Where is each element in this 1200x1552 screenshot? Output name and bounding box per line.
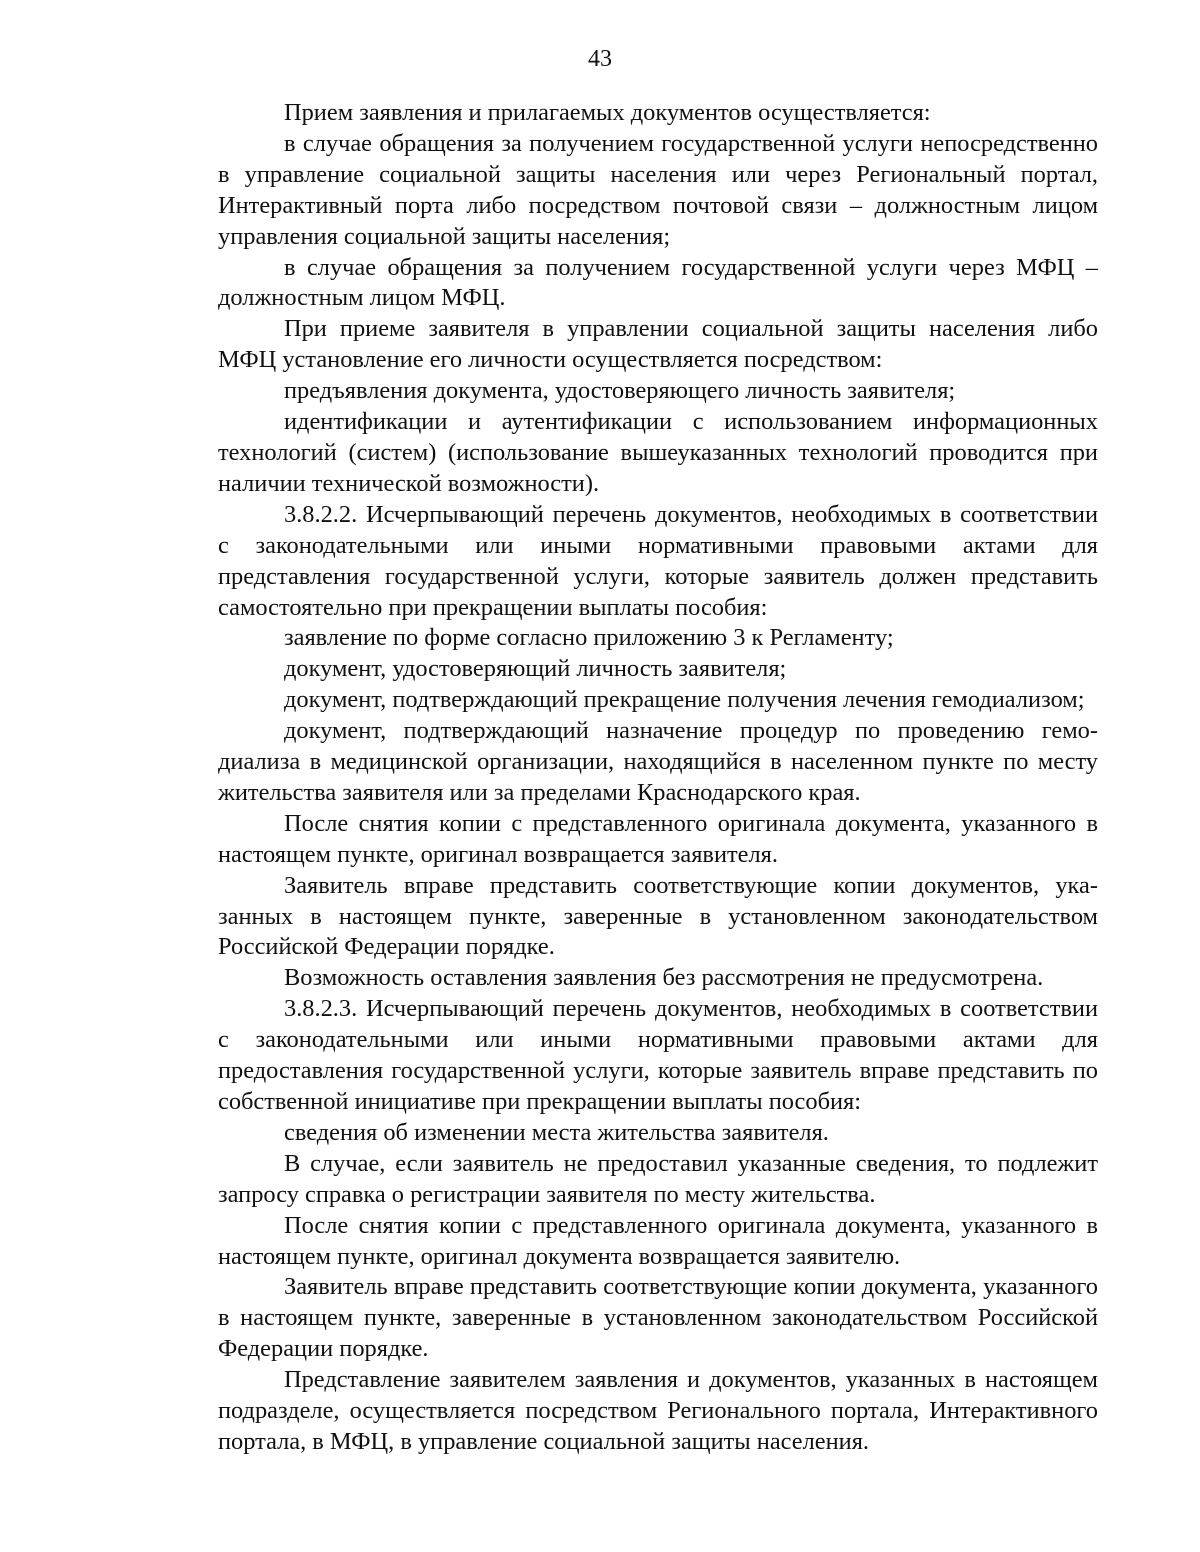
paragraph: сведения об изменении места жительства заявителя. <box>284 1118 829 1146</box>
paragraph: предъявления документа, удостоверяющего личность заявителя; <box>284 377 956 405</box>
paragraph: Прием заявления и прилагаемых документов осуществляется: <box>284 99 931 126</box>
paragraph: При приеме заявителя в управлении социальной защиты населения либо МФЦ установление его личности осуществляется посредством: <box>218 315 1098 374</box>
page-number: 43 <box>588 46 612 72</box>
paragraph: В случае, если заявитель не предоставил указанные сведения, то подлежит запросу справка о регистрации заявителя по месту жительства. <box>218 1149 1098 1208</box>
paragraph: документ, удостоверяющий личность заявителя; <box>284 655 787 683</box>
paragraph: идентификации и аутентификации с использованием информационных технологий (систем) (использование вышеуказанных технологий проводится при наличии технической возможности). <box>218 408 1098 497</box>
paragraph: Заявитель вправе представить соответствующие копии документа, указанного в настоящем пункте, заверенные в установленном законодательством Российской Федерации порядке. <box>218 1273 1098 1363</box>
paragraph: 3.8.2.2. Исчерпывающий перечень документов, необходимых в соответствии с законодательными или иными нормативными правовыми актами для представления государственной услуги, которые заявитель должен представить самостоятельно при прекращении выплаты пособия: <box>218 500 1098 621</box>
paragraph: в случае обращения за получением государственной услуги непосредственно в управление социальной защиты населения или через Региональный портал, Интерактивный порта либо посредством почтовой связи – должностным лицом управления социальной защиты населения; <box>218 129 1098 250</box>
paragraph: в случае обращения за получением государственной услуги через МФЦ – должностным лицом МФЦ. <box>218 253 1098 312</box>
paragraph: Заявитель вправе представить соответствующие копии документов, указанных в настоящем пункте, заверенные в установленном законодательством Российской Федерации порядке. <box>218 871 1098 961</box>
document-body <box>218 98 1098 1458</box>
paragraph: Представление заявителем заявления и документов, указанных в настоящем подразделе, осуществляется посредством Регионального портала, Интерактивного портала, в МФЦ, в управление социальной защиты населения. <box>218 1366 1098 1455</box>
paragraph: документ, подтверждающий назначение процедур по проведению гемодиализа в медицинской организации, находящийся в населенном пункте по месту жительства заявителя или за пределами Краснодарского края. <box>218 717 1098 806</box>
paragraph: заявление по форме согласно приложению 3 к Регламенту; <box>284 624 894 652</box>
paragraph: 3.8.2.3. Исчерпывающий перечень документов, необходимых в соответствии с законодательными или иными нормативными правовыми актами для предоставления государственной услуги, которые заявитель вправе представить по собственной инициативе при прекращении выплаты пособия: <box>218 995 1098 1115</box>
paragraph: Возможность оставления заявления без рассмотрения не предусмотрена. <box>284 964 1044 992</box>
paragraph: После снятия копии с представленного оригинала документа, указанного в настоящем пункте, оригинал возвращается заявителя. <box>218 809 1098 868</box>
paragraph: После снятия копии с представленного оригинала документа, указанного в настоящем пункте, оригинал документа возвращается заявителю. <box>218 1211 1098 1270</box>
paragraph: документ, подтверждающий прекращение получения лечения гемодиализом; <box>284 686 1085 714</box>
